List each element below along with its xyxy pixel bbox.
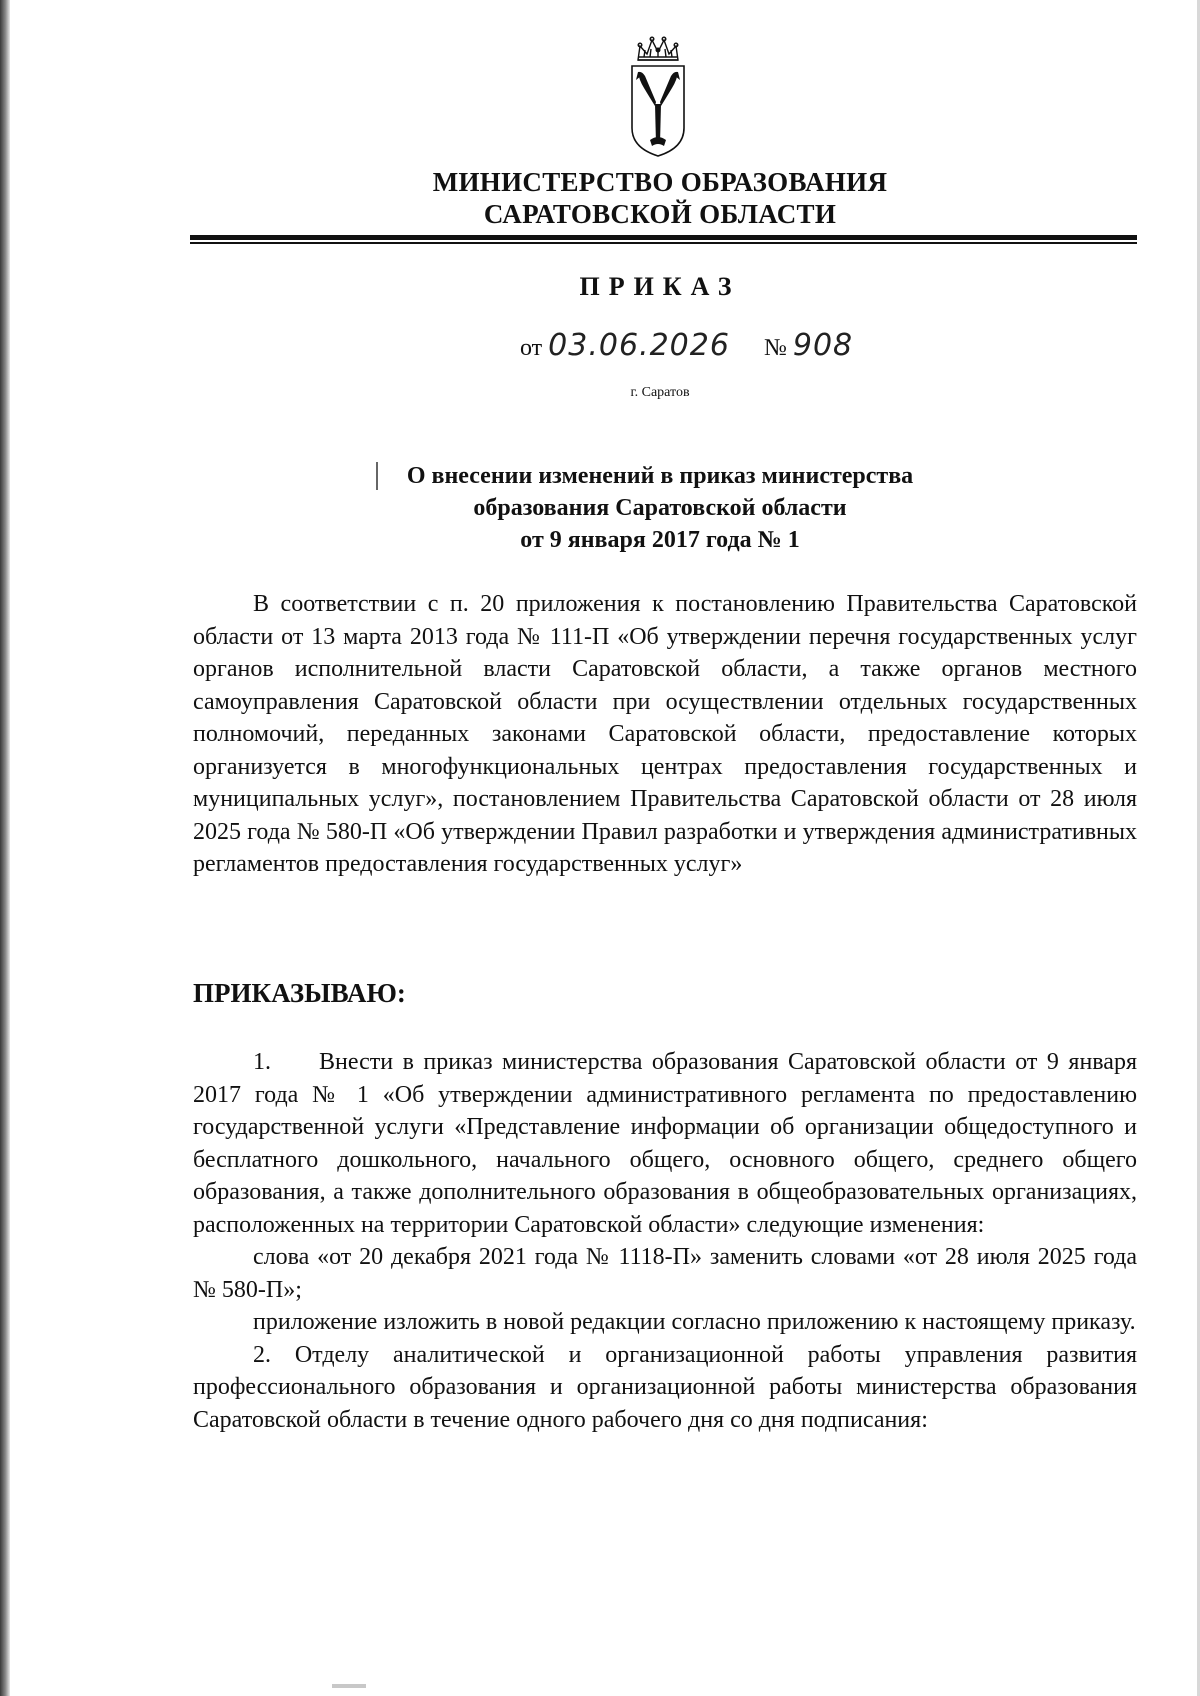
order-date-number-line xyxy=(520,328,853,363)
header-divider-thin xyxy=(190,242,1137,244)
subject-line-1: О внесении изменений в приказ министерства xyxy=(406,463,914,489)
order-date-handwritten: 03.06.2026 xyxy=(548,328,730,363)
order-items-block xyxy=(193,1046,1137,1436)
scan-shadow-left xyxy=(0,0,10,1696)
order-number-handwritten: 908 xyxy=(792,328,854,363)
item-1-subitem-1: слова «от 20 декабря 2021 года № 1118-П» заменить словами «от 28 июля 2025 года № 580-П»; xyxy=(193,1244,1137,1303)
ministry-line-1: МИНИСТЕРСТВО ОБРАЗОВАНИЯ xyxy=(432,167,888,197)
decree-heading: ПРИКАЗЫВАЮ: xyxy=(193,978,406,1008)
item-1-subitem-2: приложение изложить в новой редакции согласно приложению к настоящему приказу. xyxy=(253,1309,1136,1335)
preamble-block xyxy=(193,588,1137,881)
ministry-line-2: САРАТОВСКОЙ ОБЛАСТИ xyxy=(483,199,837,229)
subject-line-3: от 9 января 2017 года № 1 xyxy=(520,527,800,553)
scan-artifact xyxy=(332,1684,366,1688)
item-2-paragraph: 2. Отделу аналитической и организационной работы управления развития профессионального образования и организационной работы министерства образования Саратовской области в течение одного рабочего дня со дня подписания: xyxy=(193,1341,1137,1433)
item-1-paragraph xyxy=(193,1046,1137,1241)
city-label: г. Саратов xyxy=(630,385,690,400)
header-divider-thick xyxy=(190,235,1137,240)
ministry-name xyxy=(190,166,1130,230)
number-prefix: № xyxy=(763,335,787,361)
subject-line-2: образования Саратовской области xyxy=(473,495,847,521)
order-subject xyxy=(190,460,1130,556)
order-title: ПРИКАЗ xyxy=(579,272,741,301)
item-1-text: Внести в приказ министерства образования Саратовской области от 9 января 2017 года № 1 «Об утверждении административного регламента по предоставлению государственной услуги «Представление информации об организации общедоступного и бесплатного дошкольного, начального общего, основного общего, среднего общего образования, а также дополнительного образования в общеобразовательных организациях, расположенных на территории Саратовской области» следующие изменения: xyxy=(193,1049,1137,1238)
preamble-paragraph: В соответствии с п. 20 приложения к постановлению Правительства Саратовской области от 13 марта 2013 года № 111-П «Об утверждении перечня государственных услуг органов исполнительной власти Саратовской области, а также органов местного самоуправления Саратовской области при осуществлении отдельных государственных полномочий, переданных законами Саратовской области, предоставление которых организуется в многофункциональных центрах предоставления государственных и муниципальных услуг», постановлением Правительства Саратовской области от 28 июля 2025 года № 580-П «Об утверждении Правил разработки и утверждения административных регламентов предоставления государственных услуг» xyxy=(193,591,1137,877)
item-1-number: 1. xyxy=(253,1049,271,1075)
date-prefix: от xyxy=(520,335,543,361)
coat-of-arms-emblem xyxy=(628,36,688,158)
